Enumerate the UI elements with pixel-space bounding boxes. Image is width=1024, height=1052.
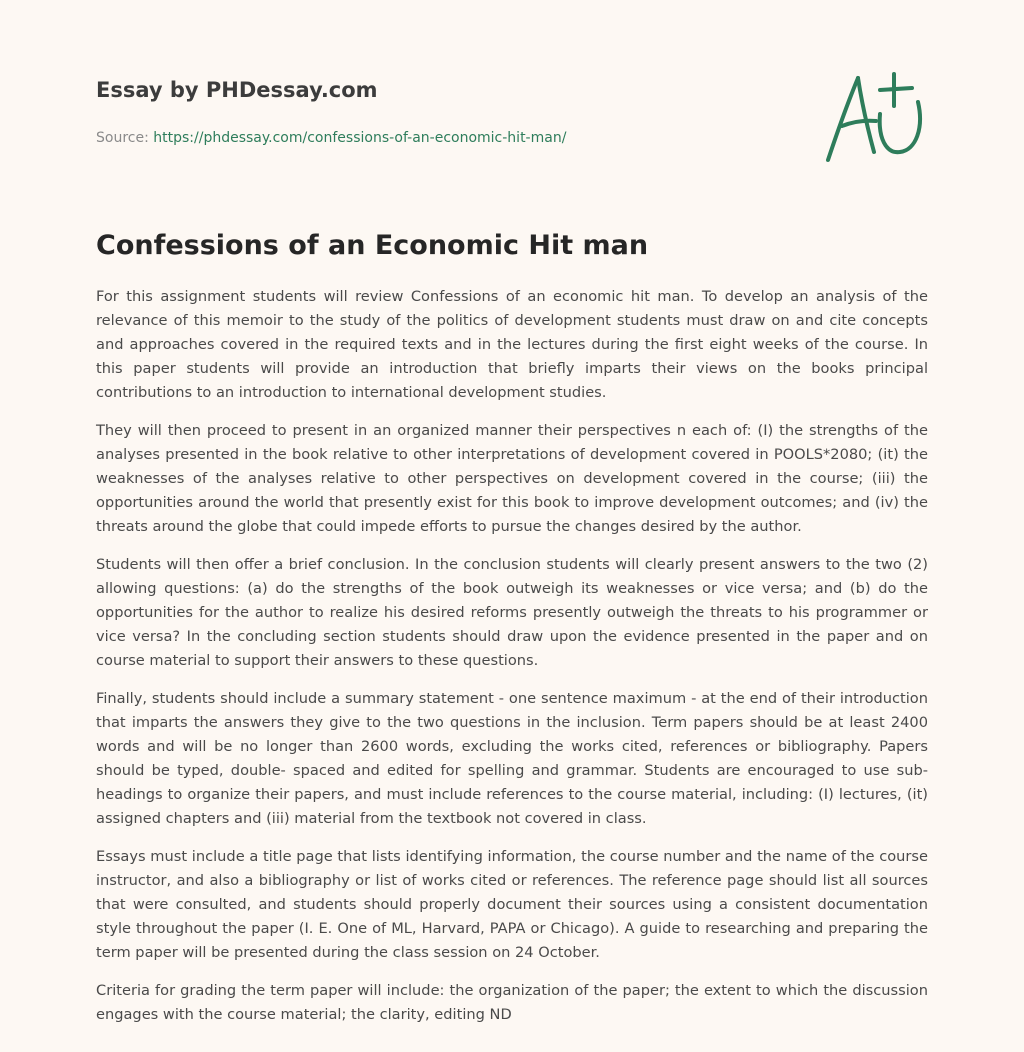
page-header <box>96 74 696 148</box>
source-link[interactable]: https://phdessay.com/confessions-of-an-economic-hit-man/ <box>153 130 567 146</box>
paragraph: Essays must include a title page that lists identifying information, the course number and the name of the course instructor, and also a bibliography or list of works cited or references. The reference page should list all sources that were consulted, and students should properly document their sources using a consistent documentation style throughout the paper (I. E. One of ML, Harvard, PAPA or Chicago). A guide to researching and preparing the term paper will be presented during the class session on 24 October. <box>96 848 928 961</box>
paragraph: For this assignment students will review Confessions of an economic hit man. To develop an analysis of the relevance of this memoir to the study of the politics of development students must draw on and cite concepts and approaches covered in the required texts and in the lectures during the first eight weeks of the course. In this paper students will provide an introduction that briefly imparts their views on the books principal contributions to an introduction to international development studies. <box>96 288 928 401</box>
page-title: Confessions of an Economic Hit man <box>96 230 649 261</box>
paragraph: They will then proceed to present in an organized manner their perspectives n each of: (I) the strengths of the analyses presented in the book relative to other interpretations of development covered in POOLS*2080; (it) the weaknesses of the analyses relative to other perspectives on development covered in the course; (iii) the opportunities around the world that presently exist for this book to improve development outcomes; and (iv) the threats around the globe that could impede efforts to pursue the changes desired by the author. <box>96 422 928 535</box>
source-line <box>96 128 696 148</box>
paragraph: Finally, students should include a summary statement - one sentence maximum - at the end of their introduction that imparts the answers they give to the two questions in the inclusion. Term papers should be at least 2400 words and will be no longer than 2600 words, excluding the works cited, references or bibliography. Papers should be typed, double- spaced and edited for spelling and grammar. Students are encouraged to use sub-headings to organize their papers, and must include references to the course material, including: (I) lectures, (it) assigned chapters and (iii) material from the textbook not covered in class. <box>96 690 928 827</box>
source-label: Source: <box>96 130 149 146</box>
paragraph: Criteria for grading the term paper will include: the organization of the paper; the extent to which the discussion engages with the course material; the clarity, editing ND <box>96 982 928 1023</box>
paragraph: Students will then offer a brief conclusion. In the conclusion students will clearly present answers to the two (2) allowing questions: (a) do the strengths of the book outweigh its weaknesses or vice versa; and (b) do the opportunities for the author to realize his desired reforms presently outweigh the threats to his programmer or vice versa? In the concluding section students should draw upon the evidence presented in the paper and on course material to support their answers to these questions. <box>96 556 928 669</box>
article-body <box>96 285 928 1041</box>
site-name: Essay by PHDessay.com <box>96 78 378 102</box>
a-plus-grade-icon <box>822 66 928 166</box>
